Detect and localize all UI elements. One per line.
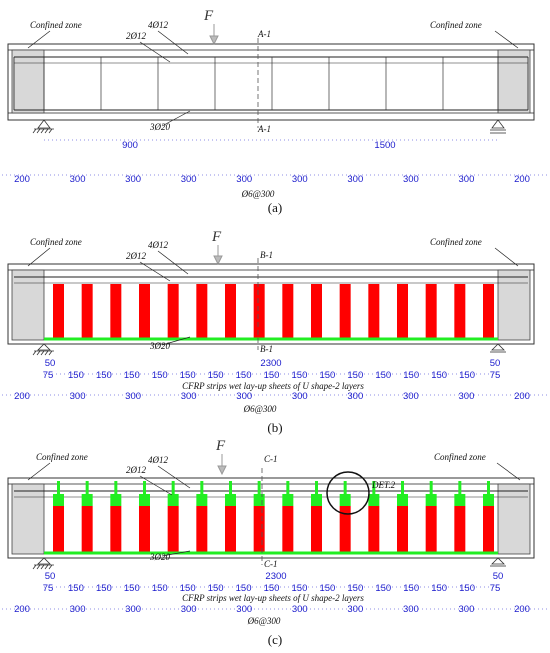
- force-arrow: [210, 24, 218, 44]
- spacing-label: 150: [235, 583, 252, 594]
- cfrp-note: CFRP strips wet lay-up sheets of U shape-2 layers: [182, 381, 364, 391]
- cfrp-anchor: [483, 494, 494, 506]
- cfrp-anchor: [110, 494, 121, 506]
- spacing-label: 150: [263, 583, 280, 594]
- span-left: 900: [122, 140, 138, 151]
- cfrp-anchor: [397, 494, 408, 506]
- spacing-label: 300: [180, 604, 197, 615]
- cfrp-strip: [282, 506, 293, 552]
- cfrp-strip: [196, 284, 207, 338]
- spacing-label: 150: [403, 370, 420, 381]
- force-arrow: [218, 454, 226, 474]
- span: 2300: [260, 358, 282, 369]
- cfrp-anchor: [311, 494, 322, 506]
- anchor-spike: [229, 481, 232, 494]
- section-label-top: A-1: [258, 29, 271, 39]
- cfrp-anchor: [426, 494, 437, 506]
- stirrup-label: Ø6@300: [247, 616, 281, 626]
- confined-zone-label-right: Confined zone: [434, 452, 486, 462]
- spacing-label: 200: [514, 604, 530, 615]
- strip-spacing-b: [43, 370, 501, 381]
- spacing-label: 150: [123, 370, 140, 381]
- confined-zone-left: [12, 50, 44, 113]
- spacing-label: 200: [14, 604, 30, 615]
- anchor-spike: [172, 481, 175, 494]
- end-left: 50: [44, 358, 56, 369]
- cfrp-strip: [397, 506, 408, 552]
- stirrup-label: Ø6@300: [241, 189, 275, 199]
- span: 2300: [265, 571, 287, 582]
- cfrp-strip: [340, 284, 351, 338]
- spacing-label: 300: [125, 174, 142, 185]
- anchor-spike: [143, 481, 146, 494]
- panel-a: [2, 8, 548, 215]
- cfrp-strip: [110, 506, 121, 552]
- spacing-label: 300: [402, 391, 419, 402]
- cfrp-strip: [483, 506, 494, 552]
- spacing-label: 75: [489, 583, 501, 594]
- right-support: [490, 120, 506, 133]
- panel-b: [2, 229, 548, 435]
- force-label: F: [212, 229, 222, 245]
- cfrp-strip: [53, 506, 64, 552]
- cfrp-anchor: [196, 494, 207, 506]
- confined-zone-right: [498, 50, 530, 113]
- spacing-label: 150: [95, 583, 112, 594]
- spacing-label: 200: [14, 391, 30, 402]
- cfrp-strip: [397, 284, 408, 338]
- anchor-spike: [286, 481, 289, 494]
- spacing-label: 200: [14, 174, 30, 185]
- anchor-spike: [430, 481, 433, 494]
- stirrup-label: Ø6@300: [243, 404, 277, 414]
- cfrp-strip: [368, 284, 379, 338]
- spacing-label: 150: [431, 583, 448, 594]
- left-support: [33, 120, 54, 133]
- force-label: F: [216, 438, 226, 454]
- cfrp-strip: [454, 284, 465, 338]
- caption-a: (a): [267, 200, 283, 215]
- bottom-bars-label: 3Ø20: [150, 552, 170, 562]
- spacing-label: 300: [236, 604, 253, 615]
- caption-b: (b): [267, 420, 283, 435]
- left-support: [33, 558, 54, 569]
- spacing-label: 150: [431, 370, 448, 381]
- spacing-label: 150: [347, 583, 364, 594]
- cfrp-strip: [454, 506, 465, 552]
- section-label-top: B-1: [260, 250, 273, 260]
- spacing-label: 150: [68, 370, 84, 381]
- anchor-spike: [344, 481, 347, 494]
- cfrp-strip: [168, 284, 179, 338]
- spacing-label: 150: [459, 370, 475, 381]
- anchor-spike: [114, 481, 117, 494]
- spacing-label: 300: [291, 604, 308, 615]
- spacing-label: 300: [458, 391, 475, 402]
- spacing-label: 150: [179, 370, 196, 381]
- spacing-label: 300: [236, 174, 253, 185]
- confined-zone-label-left: Confined zone: [30, 20, 82, 30]
- spacing-label: 300: [458, 174, 475, 185]
- spacing-label: 300: [69, 391, 86, 402]
- section-label-bottom: A-1: [258, 124, 271, 134]
- right-support: [490, 344, 506, 352]
- spacing-label: 300: [402, 174, 419, 185]
- spacing-label: 300: [236, 391, 253, 402]
- spacing-label: 75: [42, 583, 54, 594]
- force-arrow: [214, 245, 222, 264]
- spacing-label: 150: [68, 583, 84, 594]
- anchor-spike: [86, 481, 89, 494]
- confined-zone-label-left: Confined zone: [30, 237, 82, 247]
- cfrp-anchor: [53, 494, 64, 506]
- cfrp-strip: [139, 284, 150, 338]
- spacing-label: 150: [403, 583, 420, 594]
- cfrp-strip: [110, 284, 121, 338]
- spacing-label: 75: [489, 370, 501, 381]
- spacing-label: 150: [319, 583, 336, 594]
- confined-zone-left: [12, 484, 44, 554]
- end-left: 50: [44, 571, 56, 582]
- spacing-label: 300: [291, 391, 308, 402]
- top-bars-label: 4Ø12: [148, 240, 168, 250]
- spacing-label: 150: [151, 370, 168, 381]
- detail-label: DET.2: [372, 480, 396, 490]
- spacing-label: 300: [291, 174, 308, 185]
- cfrp-strip: [282, 284, 293, 338]
- beam-outline: [8, 44, 534, 120]
- confined-zone-right: [498, 270, 530, 340]
- spacing-label: 300: [180, 391, 197, 402]
- cfrp-strip: [311, 506, 322, 552]
- cfrp-strip: [254, 506, 265, 552]
- spacing-label: 150: [459, 583, 475, 594]
- confined-zone-label-right: Confined zone: [430, 20, 482, 30]
- cfrp-anchor: [282, 494, 293, 506]
- spacing-label: 150: [375, 370, 392, 381]
- spacing-label: 150: [263, 370, 280, 381]
- bottom-bars-label: 3Ø20: [150, 341, 170, 351]
- stirrup-spacing-c: [14, 604, 530, 615]
- cfrp-strip: [82, 506, 93, 552]
- anchor-spike: [315, 481, 318, 494]
- top-bars-label: 4Ø12: [148, 455, 168, 465]
- span-right: 1500: [374, 140, 396, 151]
- bottom-bars-label: 3Ø20: [150, 122, 170, 132]
- spacing-label: 150: [291, 583, 308, 594]
- cfrp-anchor: [139, 494, 150, 506]
- cfrp-strip: [311, 284, 322, 338]
- cfrp-strip: [426, 284, 437, 338]
- spacing-label: 300: [69, 604, 86, 615]
- cfrp-anchor: [254, 494, 265, 506]
- spacing-label: 300: [125, 604, 142, 615]
- spacing-label: 150: [207, 370, 224, 381]
- mid-bars-label: 2Ø12: [126, 31, 146, 41]
- cfrp-strip: [483, 284, 494, 338]
- cfrp-anchor: [368, 494, 379, 506]
- section-label-bottom: B-1: [260, 344, 273, 354]
- cfrp-strip: [82, 284, 93, 338]
- spacing-label: 300: [347, 604, 364, 615]
- spacing-label: 150: [151, 583, 168, 594]
- spacing-label: 150: [235, 370, 252, 381]
- left-support: [33, 344, 54, 355]
- mid-bars-label: 2Ø12: [126, 465, 146, 475]
- anchor-spike: [57, 481, 60, 494]
- spacing-label: 150: [347, 370, 364, 381]
- mid-bars-label: 2Ø12: [126, 251, 146, 261]
- spacing-label: 150: [207, 583, 224, 594]
- top-bars-label: 4Ø12: [148, 20, 168, 30]
- anchor-spike: [258, 481, 261, 494]
- cfrp-anchor: [225, 494, 236, 506]
- end-right: 50: [489, 358, 501, 369]
- spacing-label: 200: [514, 391, 530, 402]
- cfrp-anchor: [82, 494, 93, 506]
- cfrp-strip: [254, 284, 265, 338]
- cfrp-strip: [368, 506, 379, 552]
- anchor-spike: [200, 481, 203, 494]
- anchor-spike: [401, 481, 404, 494]
- spacing-label: 300: [180, 174, 197, 185]
- spacing-label: 300: [402, 604, 419, 615]
- confined-zone-label-left: Confined zone: [36, 452, 88, 462]
- spacing-label: 150: [123, 583, 140, 594]
- cfrp-strip: [196, 506, 207, 552]
- spacing-label: 200: [514, 174, 530, 185]
- spacing-label: 150: [291, 370, 308, 381]
- confined-zone-left: [12, 270, 44, 340]
- spacing-label: 300: [458, 604, 475, 615]
- right-support: [490, 558, 506, 566]
- end-right: 50: [492, 571, 504, 582]
- cfrp-anchor: [454, 494, 465, 506]
- cfrp-strip: [225, 506, 236, 552]
- cfrp-strip: [225, 284, 236, 338]
- spacing-label: 300: [347, 391, 364, 402]
- caption-c: (c): [267, 632, 283, 647]
- stirrup-spacing-b: [14, 391, 530, 402]
- spacing-label: 300: [347, 174, 364, 185]
- cfrp-strip: [53, 284, 64, 338]
- spacing-label: 150: [319, 370, 336, 381]
- cfrp-anchor: [168, 494, 179, 506]
- confined-zone-label-right: Confined zone: [430, 237, 482, 247]
- cfrp-strip: [168, 506, 179, 552]
- panel-c: [2, 438, 548, 647]
- confined-zone-right: [498, 484, 530, 554]
- spacing-label: 150: [95, 370, 112, 381]
- section-label-top: C-1: [264, 454, 278, 464]
- force-label: F: [204, 8, 214, 24]
- stirrup-spacing-a: [14, 174, 530, 185]
- spacing-label: 300: [125, 391, 142, 402]
- cfrp-strip: [426, 506, 437, 552]
- spacing-label: 150: [375, 583, 392, 594]
- spacing-label: 150: [179, 583, 196, 594]
- anchor-spike: [487, 481, 490, 494]
- spacing-label: 300: [69, 174, 86, 185]
- cfrp-note: CFRP strips wet lay-up sheets of U shape-2 layers: [182, 593, 364, 603]
- cfrp-anchor: [340, 494, 351, 506]
- anchor-spike: [458, 481, 461, 494]
- cfrp-strip: [139, 506, 150, 552]
- spacing-label: 75: [42, 370, 54, 381]
- section-label-bottom: C-1: [264, 559, 278, 569]
